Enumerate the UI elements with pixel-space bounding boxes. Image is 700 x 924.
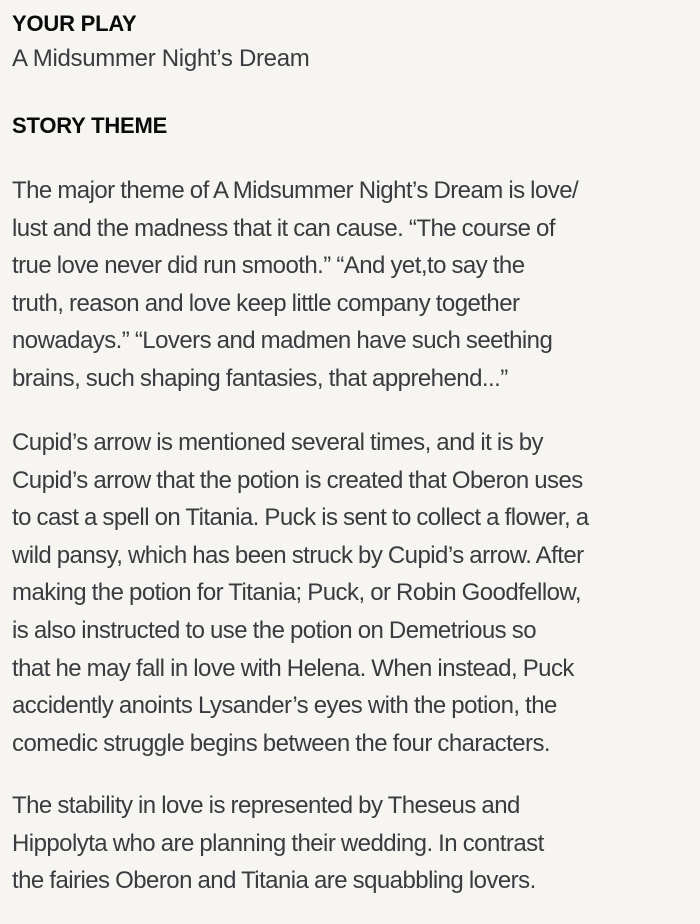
text-line: true love never did run smooth.” “And yet,to say the bbox=[12, 252, 525, 280]
theme-paragraph-3 bbox=[12, 787, 544, 900]
text-line: The major theme of A Midsummer Night’s Dream is love/ bbox=[12, 177, 579, 204]
text-line: brains, such shaping fantasies, that apprehend...” bbox=[12, 364, 508, 392]
text-line: the fairies Oberon and Titania are squabbling lovers. bbox=[12, 867, 536, 895]
text-line: Hippolyta who are planning their wedding. In contrast bbox=[12, 829, 544, 857]
text-line: making the potion for Titania; Puck, or Robin Goodfellow, bbox=[12, 579, 581, 607]
text-line: accidently anoints Lysander’s eyes with the potion, the bbox=[12, 692, 557, 720]
text-line: wild pansy, which has been struck by Cupid’s arrow. After bbox=[12, 541, 584, 569]
theme-paragraph-2 bbox=[12, 424, 589, 762]
text-line: to cast a spell on Titania. Puck is sent to collect a flower, a bbox=[12, 504, 589, 532]
your-play-heading: YOUR PLAY bbox=[12, 11, 137, 36]
text-line: Cupid’s arrow that the potion is created that Oberon uses bbox=[12, 466, 583, 494]
text-line: that he may fall in love with Helena. When instead, Puck bbox=[12, 654, 574, 682]
story-theme-heading: STORY THEME bbox=[12, 113, 168, 138]
text-line: nowadays.” “Lovers and madmen have such seething bbox=[12, 327, 553, 355]
play-title: A Midsummer Night’s Dream bbox=[12, 45, 310, 72]
text-line: lust and the madness that it can cause. “The course of bbox=[12, 214, 555, 242]
text-line: truth, reason and love keep little company together bbox=[12, 289, 520, 317]
text-line: comedic struggle begins between the four characters. bbox=[12, 729, 551, 757]
text-line: is also instructed to use the potion on Demetrious so bbox=[12, 616, 536, 644]
text-line: The stability in love is represented by Theseus and bbox=[12, 792, 520, 819]
theme-paragraph-1 bbox=[12, 172, 578, 398]
text-line: Cupid’s arrow is mentioned several times, and it is by bbox=[12, 429, 543, 456]
